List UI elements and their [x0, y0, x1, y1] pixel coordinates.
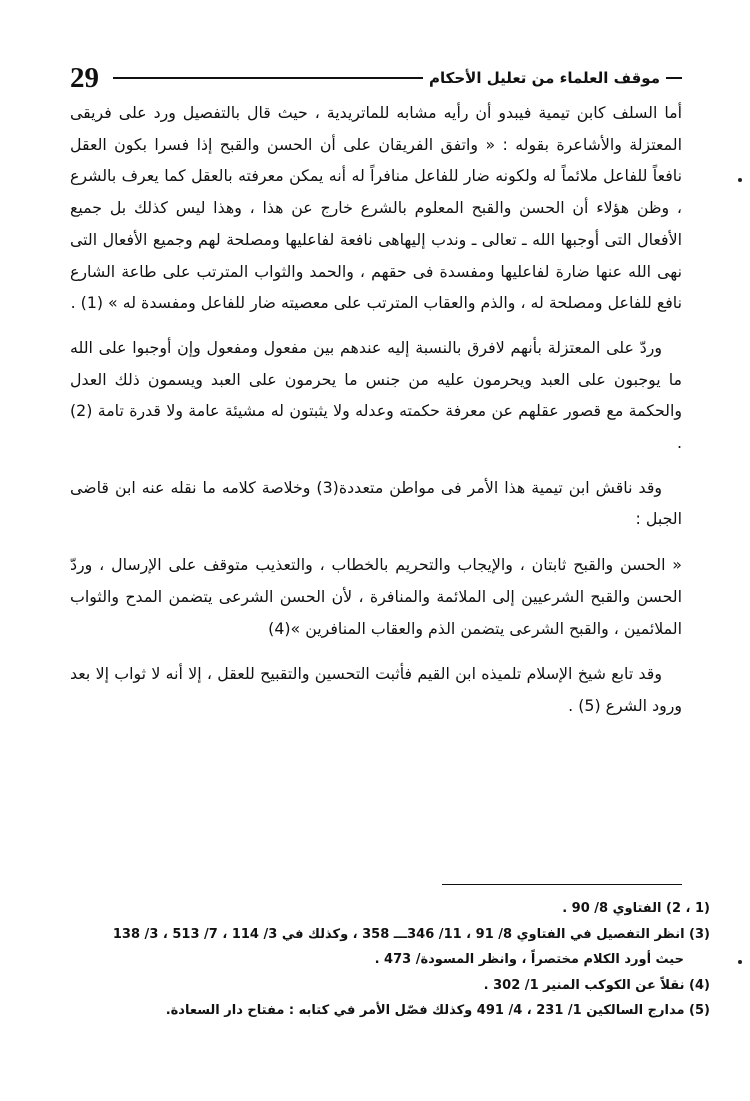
- text-line: المنافرين »(4): [268, 618, 366, 638]
- text-line: ابن قاضى الجبل :: [70, 477, 682, 529]
- text-line: على الإرسال ، وردّ الحسن والقبح الشرعيين إلى الملائمة والمنافرة ، لأن الحسن: [70, 555, 683, 606]
- footnote-3-continued: حيث أورد الكلام مختصراً ، وانظر المسودة/ 473 .: [374, 952, 684, 967]
- text-line: للفاعل ومفسدة له » (1) .: [70, 293, 246, 313]
- text-line: وقد تابع شيخ الإسلام تلميذه ابن القيم فأثبت التحسين والتقبيح للعقل ، إلا أنه: [165, 664, 662, 684]
- running-title: موقف العلماء من تعليل الأحكام: [429, 69, 660, 87]
- paragraph-5: [70, 658, 682, 721]
- page-header: [70, 60, 682, 96]
- text-line: لا ثواب إلا بعد ورود الشرع (5) .: [70, 664, 682, 715]
- header-lead-rule: [666, 77, 682, 79]
- paragraph-4-quotation: [70, 549, 682, 644]
- text-line: عنها ضارة لفاعليها ومفسدة فى حقهم ، والحمد والثواب المترتب على طاعة: [121, 261, 623, 281]
- footnote-1-2: (1 ، 2) الفتاوي 8/ 90 .: [562, 901, 710, 916]
- header-rule: [113, 77, 423, 79]
- paragraph-2: [70, 332, 682, 459]
- text-line: أوجبوا على الله ما يوجبون على العبد ويحرمون عليه من جنس ما يحرمون على: [70, 337, 682, 389]
- footnote-3: (3) انظر التفصيل في الفتاوي 8/ 91 ، 11/ 346ـــ 358 ، وكذلك في 3/ 114 ، 7/ 513 ، 3/ 138: [112, 926, 710, 942]
- page-number: 29: [70, 61, 99, 94]
- paragraph-3: [70, 472, 682, 535]
- text-line: وردّ على المعتزلة بأنهم لافرق بالنسبة إليه عندهم بين مفعول ومفعول وإن: [177, 337, 662, 357]
- footnote-separator: [442, 884, 682, 885]
- footnote-4: (4) نقلاً عن الكوكب المنير 1/ 302 .: [483, 977, 710, 993]
- text-line: الشارع نافع للفاعل ومصلحة له ، والذم والعقاب المترتب على معصيته ضار: [70, 261, 682, 313]
- text-line: العبد ويسمون ذلك العدل والحكمة مع قصور عقلهم عن معرفة حكمته وعدله ولا: [70, 369, 682, 421]
- text-line: وقد ناقش ابن تيمية هذا الأمر فى مواطن متعددة(3) وخلاصة كلامه ما نقله عنه: [141, 477, 662, 497]
- text-line: معرفته بالعقل كما يعرف بالشرع ، وظن هؤلاء أن الحسن والقبح المعلوم بالشرع: [70, 166, 682, 218]
- text-line: وندب إليهاهى نافعة لفاعليها ومصلحة لهم وجميع الأفعال التى نهى الله: [70, 229, 682, 281]
- scan-speck: [738, 178, 742, 182]
- text-line: الشرعى يتضمن المدح والثواب الملائمين ، والقبح الشرعى يتضمن الذم والعقاب: [70, 586, 682, 638]
- text-line: أما السلف كابن تيمية فيبدو أن رأيه مشابه للماتريدية ، حيث قال بالتفصيل ورد: [153, 103, 682, 122]
- text-line: « الحسن والقبح ثابتان ، والإيجاب والتحريم بالخطاب ، والتعذيب متوقف: [203, 555, 682, 575]
- text-line: فسرا بكون العقل نافعاً للفاعل ملائماً له ولكونه ضار للفاعل منافراً له أنه يمكن: [70, 134, 682, 186]
- paragraph-1: [70, 97, 682, 319]
- footnote-5: (5) مدارج السالكين 1/ 231 ، 4/ 491 وكذلك فصّل الأمر في كتابه : مفتاح دار السعادة.: [165, 1003, 710, 1018]
- main-text: [70, 97, 682, 722]
- text-line: يثبتون له مشيئة عامة ولا قدرة تامة (2) .: [70, 401, 682, 453]
- footnotes: [70, 896, 710, 1024]
- text-line: خارج عن هذا ، وهذا ليس كذلك بل جميع الأفعال التى أوجبها الله ـ تعالى ـ: [70, 198, 682, 249]
- text-line: على فريقى المعتزلة والأشاعرة بقوله : « واتفق الفريقان على أن الحسن والقبح إذا: [70, 103, 682, 154]
- scan-speck: [738, 960, 742, 964]
